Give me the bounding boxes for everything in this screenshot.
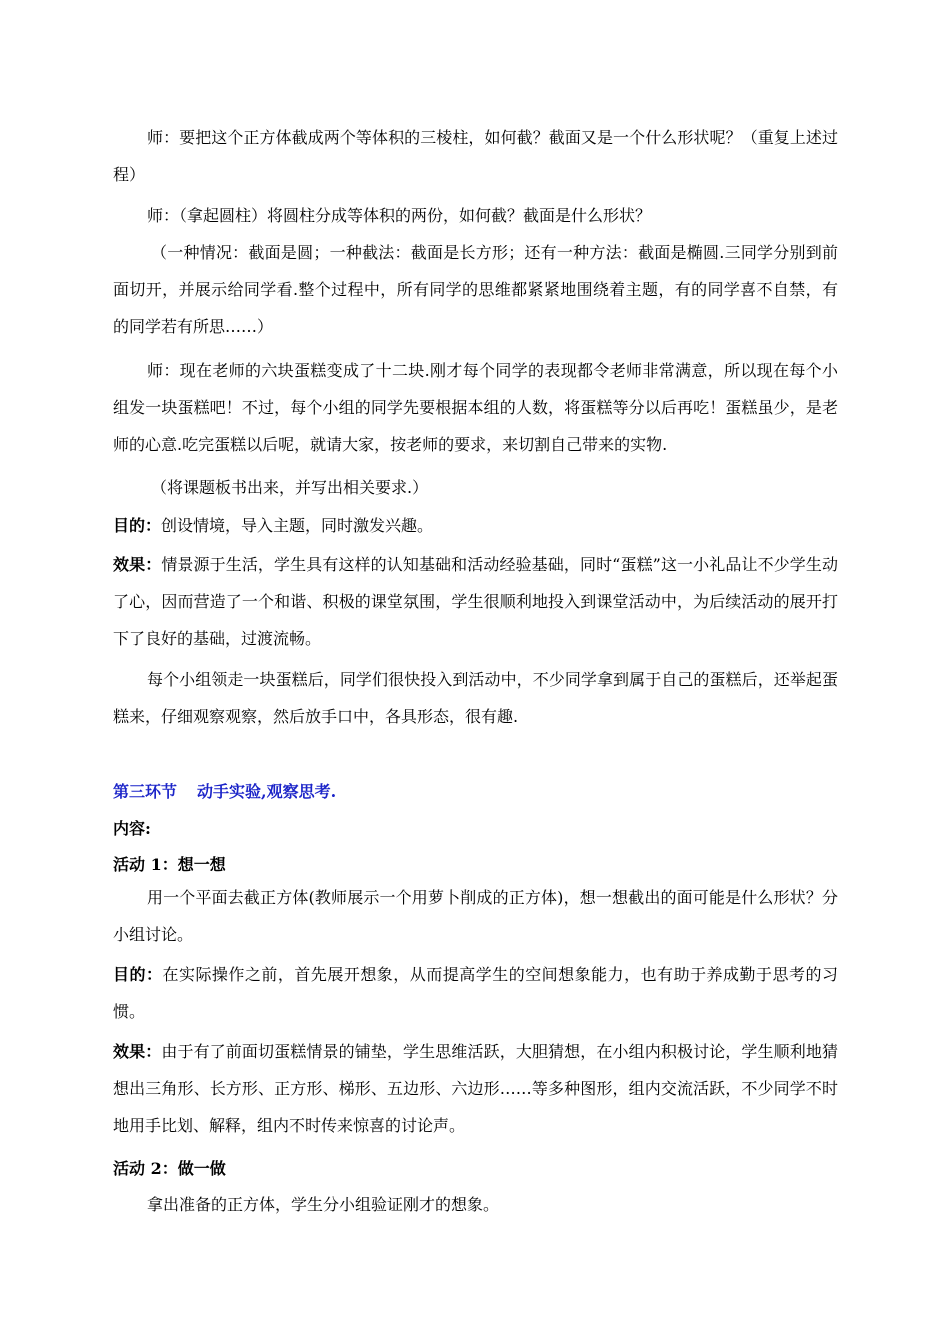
section-heading bbox=[113, 773, 838, 810]
content-label: 内容: bbox=[113, 819, 151, 838]
activity-1-text: 用一个平面去截正方体(教师展示一个用萝卜削成的正方体)，想一想截出的面可能是什么形状？分小组讨论。 bbox=[113, 888, 838, 944]
effect-label: 效果： bbox=[113, 1042, 162, 1061]
cake-activity-paragraph: 每个小组领走一块蛋糕后，同学们很快投入到活动中，不少同学拿到属于自己的蛋糕后，还举起蛋糕来，仔细观察观察，然后放手口中，各具形态，很有趣. bbox=[113, 670, 838, 726]
teacher-line-prism: 师：要把这个正方体截成两个等体积的三棱柱，如何截？截面又是一个什么形状呢？（重复上述过程） bbox=[113, 128, 838, 184]
purpose-paragraph-1 bbox=[113, 507, 838, 544]
effect-paragraph-1 bbox=[113, 546, 838, 657]
purpose-label: 目的： bbox=[113, 965, 163, 984]
purpose-paragraph-2 bbox=[113, 956, 838, 1030]
effect-text: 情景源于生活，学生具有这样的认知基础和活动经验基础，同时“蛋糕”这一小礼品让不少学生动了心，因而营造了一个和谐、积极的课堂氛围，学生很顺利地投入到课堂活动中，为后续活动的展开打下了良好的基础，过渡流畅。 bbox=[113, 555, 838, 648]
effect-paragraph-2 bbox=[113, 1033, 838, 1144]
purpose-text: 在实际操作之前，首先展开想象，从而提高学生的空间想象能力，也有助于养成勤于思考的习惯。 bbox=[113, 965, 838, 1021]
effect-label: 效果： bbox=[113, 555, 162, 574]
activity-2-heading: 活动 2：做一做 bbox=[113, 1159, 226, 1178]
activity-2-text: 拿出准备的正方体，学生分小组验证刚才的想象。 bbox=[147, 1195, 500, 1214]
section-number: 第三环节 bbox=[113, 782, 178, 801]
purpose-text: 创设情境，导入主题，同时激发兴趣。 bbox=[161, 516, 434, 535]
activity-1-heading: 活动 1：想一想 bbox=[113, 855, 226, 874]
board-title-note: （将课题板书出来，并写出相关要求.） bbox=[151, 478, 429, 497]
effect-text: 由于有了前面切蛋糕情景的铺垫，学生思维活跃，大胆猜想，在小组内积极讨论，学生顺利地猜想出三角形、长方形、正方形、梯形、五边形、六边形……等多种图形，组内交流活跃，不少同学不时地用手比划、解释，组内不时传来惊喜的讨论声。 bbox=[113, 1042, 838, 1135]
cutting-situations-note: （一种情况：截面是圆；一种截法：截面是长方形；还有一种方法：截面是椭圆.三同学分别到前面切开，并展示给同学看.整个过程中，所有同学的思维都紧紧地围绕着主题，有的同学喜不自禁，有的同学若有所思……） bbox=[113, 243, 838, 336]
section-title: 动手实验,观察思考. bbox=[197, 782, 337, 801]
teacher-line-cylinder: 师：（拿起圆柱）将圆柱分成等体积的两份，如何截？截面是什么形状？ bbox=[147, 206, 652, 225]
teacher-line-cake: 师：现在老师的六块蛋糕变成了十二块.刚才每个同学的表现都令老师非常满意，所以现在每个小组发一块蛋糕吧！不过，每个小组的同学先要根据本组的人数，将蛋糕等分以后再吃！蛋糕虽少，是老师的心意.吃完蛋糕以后呢，就请大家，按老师的要求，来切割自己带来的实物. bbox=[113, 361, 838, 454]
purpose-label: 目的： bbox=[113, 516, 162, 535]
